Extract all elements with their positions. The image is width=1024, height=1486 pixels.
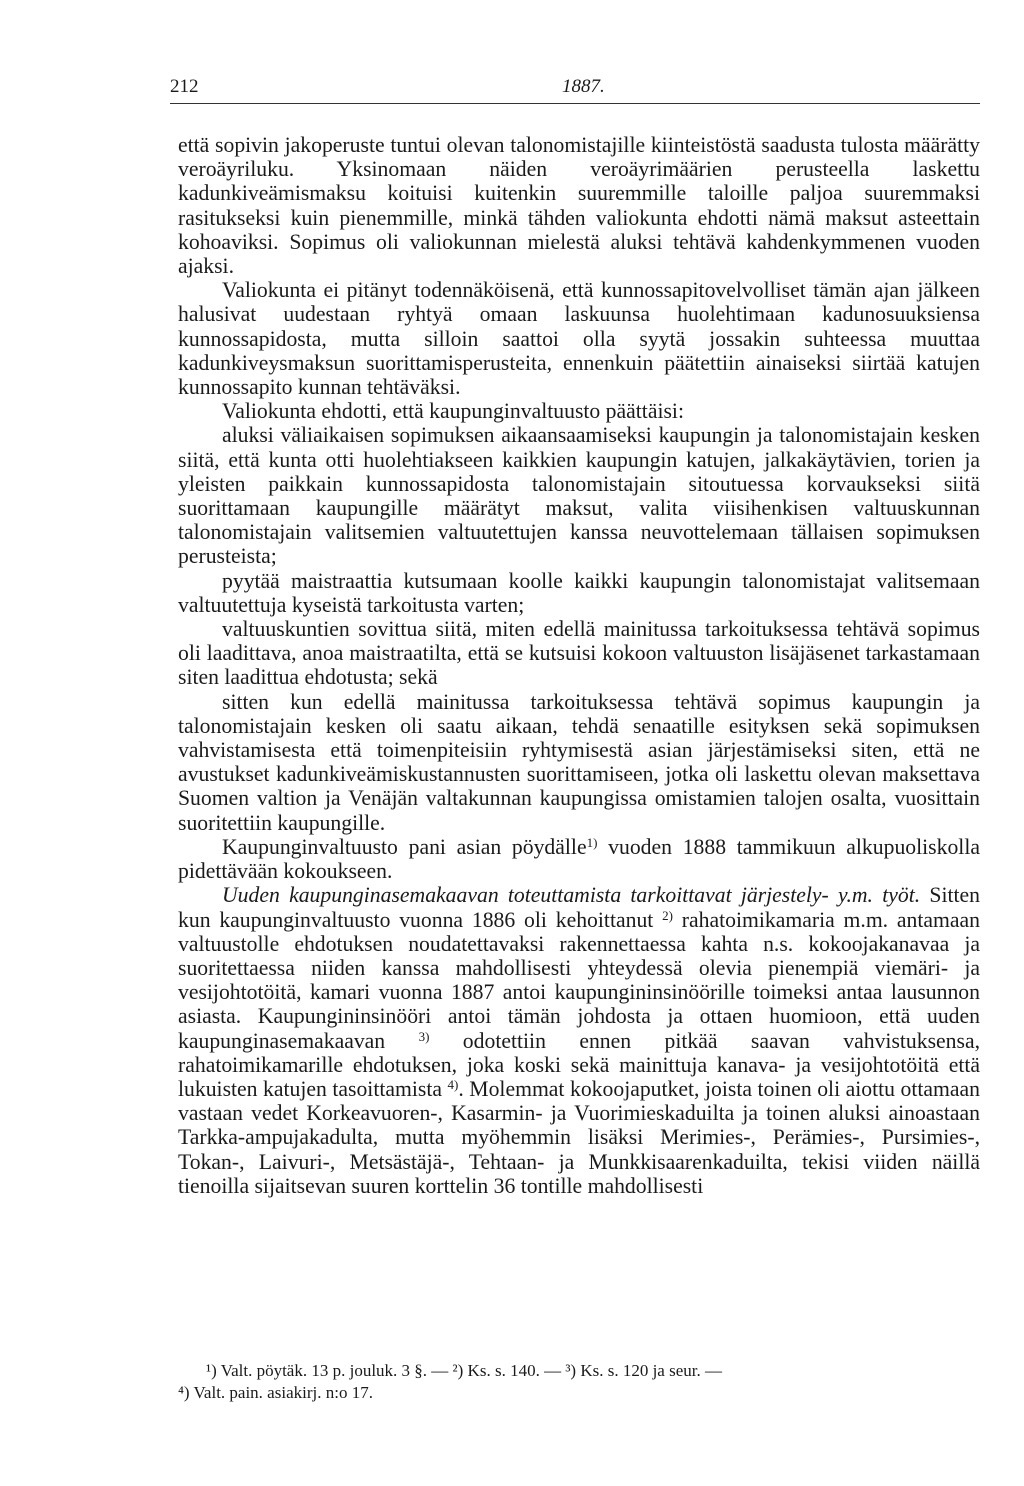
paragraph: Valiokunta ei pitänyt todennäköisenä, että kunnossapitovelvolliset tämän ajan jälkeen halusivat uudestaan ryhtyä omaan laskuunsa huolehtimaan kadunosuuksiensa kunnossapidosta, mutta silloin saattoi olla syytä jossakin suhteessa muuttaa kadunkiveysmaksun suorittamisperusteita, ennenkuin päätettiin ainaiseksi siirtää katujen kunnossapito kunnan tehtäväksi.	[178, 278, 980, 400]
paragraph: sitten kun edellä mainitussa tarkoituksessa tehtävä sopimus kaupungin ja talonomistajain kesken oli saatu aikaan, tehdä senaatille esityksen sekä sopimuksen vahvistamisesta että toimenpiteisiin ryhtymisestä asian järjestämiseksi siten, että ne avustukset kadunkiveämiskustannusten suorittamiseen, jotka oli laskettu olevan maksettava Suomen valtion ja Venäjän valtakunnan kaupungissa omistamien talojen osalta, vuosittain suoritettiin kaupungille.	[178, 689, 980, 835]
footnote-line: ⁴) Valt. pain. asiakirj. n:o 17.	[178, 1383, 373, 1402]
section-heading: Uuden kaupunginasemakaavan toteuttamista tarkoittavat järjestely- y.m. työt.	[222, 883, 921, 908]
paragraph-text: rahatoimikamaria m.m. antamaan valtuustolle ehdotuksen noudatettavaksi rakennettaessa kahta n.s. kokoojakanavaa ja suoritettaessa niiden kanssa mahdollisesti yhteydessä olevia pienempiä viemäri- ja vesijohtotöitä, kamari vuonna 1887 antoi kaupungininsinöörille toimeksi antaa lausunnon asiasta. Kaupungininsinööri antoi tämän johdosta ja ottaen huomioon, että uuden kaupunginasemakaavan	[178, 907, 980, 1053]
footnote-ref: 1)	[586, 834, 598, 850]
paragraph-text: vuoden 1888 tammikuun alkupuoliskolla pidettävään kokoukseen.	[178, 834, 980, 884]
paragraph	[178, 835, 980, 883]
paragraph-text: Kaupunginvaltuusto pani asian pöydälle	[222, 834, 587, 859]
page-body	[178, 133, 980, 1198]
running-head-year: 1887.	[562, 76, 605, 97]
footnote-ref: 2)	[662, 907, 673, 923]
paragraph-text: odotettiin ennen pitkää saavan vahvistuksensa, rahatoimikamarille ehdotuksen, joka koski sekä mainittuja kanava- ja vesijohtotöitä että lukuisten katujen tasoittamista	[178, 1028, 981, 1101]
header-rule	[170, 103, 980, 104]
footnote-ref: 4)	[447, 1076, 459, 1092]
footnote-ref: 3)	[418, 1028, 430, 1044]
footnotes	[178, 1360, 980, 1404]
page-header	[170, 76, 980, 106]
footnote-line: ¹) Valt. pöytäk. 13 p. jouluk. 3 §. — ²) Ks. s. 140. — ³) Ks. s. 120 ja seur. —	[206, 1361, 722, 1380]
paragraph: pyytää maistraattia kutsumaan koolle kaikki kaupungin talonomistajat valitsemaan valtuutettuja kyseistä tarkoitusta varten;	[178, 568, 980, 617]
paragraph: Valiokunta ehdotti, että kaupunginvaltuusto päättäisi:	[222, 399, 684, 424]
paragraph: valtuuskuntien sovittua siitä, miten edellä mainitussa tarkoituksessa tehtävä sopimus oli laadittava, anoa maistraatilta, että se kutsuisi kokoon valtuuston lisäjäsenet tarkastamaan siten laadittua ehdotusta; sekä	[178, 617, 980, 690]
paragraph-text: . Molemmat kokoojaputket, joista toinen oli aiottu ottamaan vastaan vedet Korkeavuoren-, Kasarmin- ja Vuorimieskaduilta ja toinen aluksi ainoastaan Tarkka-ampujakadulta, mutta myöhemmin lisäksi Merimies-, Perämies-, Pursimies-, Tokan-, Laivuri-, Metsästäjä-, Tehtaan- ja Munkkisaarenkaduilta, tekisi viiden näillä tienoilla sijaitsevan suuren korttelin 36 tontille mahdollisesti	[178, 1076, 980, 1198]
paragraph	[178, 883, 980, 1198]
paragraph-text: Sitten kun kaupunginvaltuusto vuonna 1886 oli kehoittanut	[178, 883, 981, 932]
paragraph: että sopivin jakoperuste tuntui olevan talonomistajille kiinteistöstä saadusta tulosta määrätty veroäyriluku. Yksinomaan näiden veroäyrimäärien perusteella laskettu kadunkiveämismaksu koituisi kuitenkin suuremmille taloille paljoa suuremmaksi rasitukseksi kuin pienemmille, minkä tähden valiokunta ehdotti nämä maksut asteettain kohoaviksi. Sopimus oli valiokunnan mielestä aluksi tehtävä kahdenkymmenen vuoden ajaksi.	[178, 133, 980, 279]
page-number: 212	[170, 76, 199, 97]
paragraph: aluksi väliaikaisen sopimuksen aikaansaamiseksi kaupungin ja talonomistajain kesken siitä, että kunta otti huolehtiakseen kaikkien kaupungin katujen, jalkakäytävien, torien ja yleisten paikkain kunnossapidosta talonomistajain sitoutuessa korvaukseksi siitä suorittamaan kaupungille määrätyt maksut, valita viisihenkisen valtuuskunnan talonomistajain valitsemien valtuutettujen kanssa neuvottelemaan tällaisen sopimuksen perusteista;	[178, 423, 980, 569]
